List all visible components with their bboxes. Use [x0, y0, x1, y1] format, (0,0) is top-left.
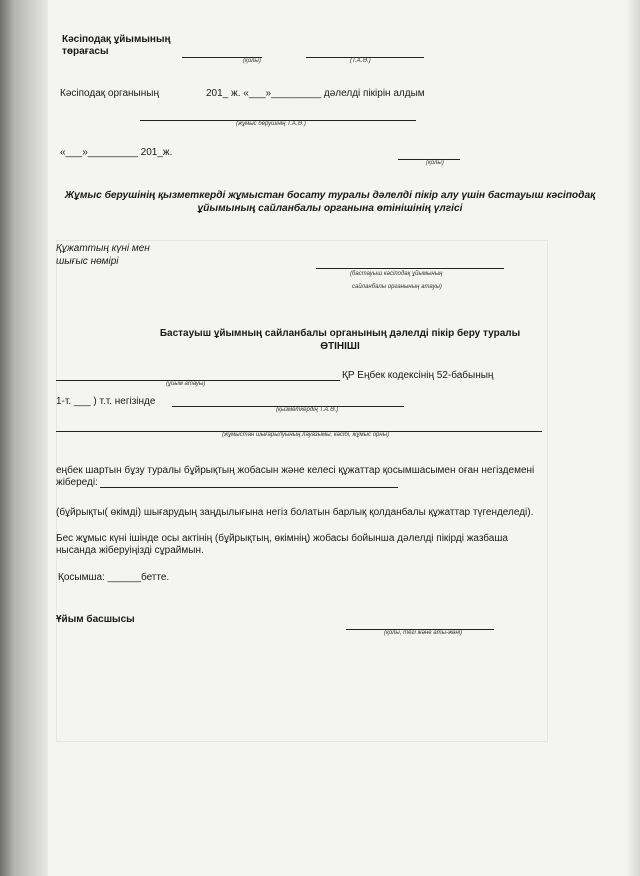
show-through-box: [56, 240, 548, 742]
position-caption: (қызметкердің Т.А.Ә.): [276, 407, 339, 413]
chair-sign-caption: (қолы): [243, 58, 261, 64]
clause-text: 1-т. ___ ) т.т. негізінде: [56, 396, 156, 407]
opinion-date-2: «___»_________ 201_ж.: [60, 147, 173, 158]
documents-line: [100, 487, 398, 488]
recipient-caption-1: (бастауыш кәсіподақ ұйымының: [350, 271, 443, 277]
chair-label-line1: Кәсіподақ ұйымының: [62, 34, 171, 45]
application-heading-2: ӨТІНІШІ: [320, 341, 360, 352]
attachment-line: Қосымша: ______бетте.: [58, 572, 170, 583]
paragraph-3-line2: нысанда жіберуіңізді сұраймын.: [56, 545, 204, 556]
head-sign-caption: (қолы, тегі және аты-жөні): [384, 630, 463, 636]
form-title-line1: Жұмыс берушінің қызметкерді жұмыстан босату туралы дәлелді пікір алу үшін бастауыш кәсіподақ: [64, 190, 596, 201]
opinion-sign-caption: (қолы): [426, 160, 444, 166]
doc-date-label-line1: Құжаттың күні мен: [56, 243, 150, 254]
chair-label-line2: төрағасы: [62, 46, 109, 57]
employee-caption: (жұмыстан шығарылуының лауазымы, кәсібі, жұмыс орны): [222, 432, 390, 438]
recipient-caption-2: сайланбалы органының атауы): [352, 284, 442, 290]
paragraph-2: (бұйрықты( өкімді) шығарудың заңдылығына негіз болатын барлық қолданбалы құжаттар түгенделеді).: [56, 507, 534, 518]
org-name-caption: (ұйым атауы): [166, 381, 206, 387]
labor-code-text: ҚР Еңбек кодексінің 52-бабының: [342, 370, 494, 381]
form-title-line2: ұйымының сайланбалы органына өтінішінің үлгісі: [197, 203, 463, 214]
organization-head-label: Ұйым басшысы: [56, 614, 135, 625]
paragraph-1-line2: жібереді:: [56, 477, 98, 488]
opinion-prefix: Кәсіподақ органының: [60, 88, 159, 99]
paragraph-3-line1: Бес жұмыс күні ішінде осы актінің (бұйрықтың, өкімнің) жобасы бойынша дәлелді пікірді жазбаша: [56, 533, 508, 544]
application-heading-1: Бастауыш ұйымның сайланбалы органының дәлелді пікір беру туралы: [159, 328, 521, 339]
doc-date-label-line2: шығыс нөмірі: [56, 256, 119, 267]
recipient-line: [316, 268, 504, 269]
opinion-date-text: 201_ ж. «___»_________ дәлелді пікірін алдым: [206, 88, 425, 99]
employer-caption: (жұмыс берушінің Т.А.Ә.): [236, 121, 306, 127]
chair-fio-caption: (Т.А.Ә.): [350, 58, 371, 64]
paragraph-1-line1: еңбек шартын бұзу туралы бұйрықтың жобасын және келесі құжаттар қосымшасымен оған негіздемені: [56, 465, 535, 476]
